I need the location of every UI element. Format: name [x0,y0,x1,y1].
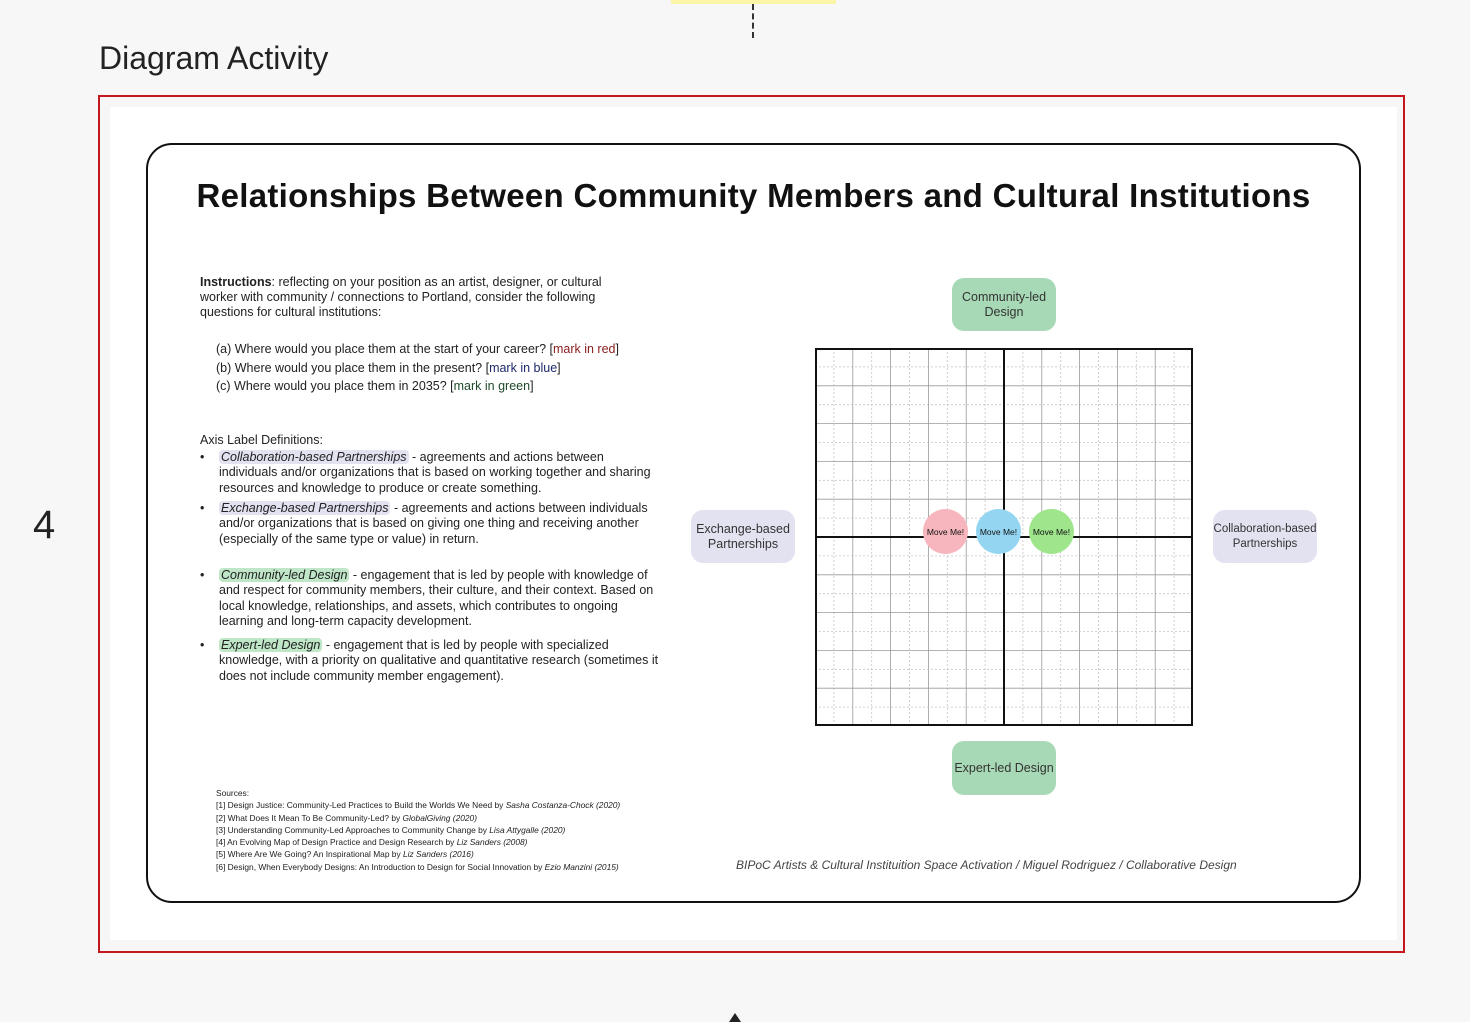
marker-blue[interactable]: Move Me! [976,509,1021,554]
instructions-label: Instructions [200,275,272,289]
source-item: [5] Where Are We Going? An Inspirational Map by Liz Sanders (2016) [216,849,474,860]
frame-title[interactable]: Diagram Activity [99,40,329,76]
marker-red[interactable]: Move Me! [923,509,968,554]
question-c: (c) Where would you place them in 2035? [mark in green] [216,379,534,393]
question-a: (a) Where would you place them at the start of your career? [mark in red] [216,342,619,356]
marker-green[interactable]: Move Me! [1029,509,1074,554]
axis-label-right[interactable]: Collaboration-based Partnerships [1213,510,1317,563]
term-community-led: Community-led Design [221,568,348,582]
source-item: [1] Design Justice: Community-Led Practices to Build the Worlds We Need by Sasha Costanza-Chock (2020) [216,800,621,811]
source-item: [4] An Evolving Map of Design Practice and Design Research by Liz Sanders (2008) [216,837,528,848]
card-title: Relationships Between Community Members and Cultural Institutions [196,177,1311,214]
definition-item: • Exchange-based Partnerships - agreements and actions between individuals and/or organizations that is based on giving one thing and receiving another (especially of the same type or value) in return. [200,501,659,547]
connector-line[interactable] [752,4,754,38]
frame-number: 4 [33,503,56,547]
source-item: [2] What Does It Mean To Be Community-Led? by GlobalGiving (2020) [216,812,477,823]
mark-red-label: mark in red [552,342,616,356]
definition-item: • Community-led Design - engagement that is led by people with knowledge of and respect for community members, their culture, and their context. Based on local knowledge, relationships, and assets, which contributes to ongoing learning and long-term capacity development. [200,568,659,629]
footer-credit: BIPoC Artists & Cultural Instituition Space Activation / Miguel Rodriguez / Collaborative Design [736,858,1237,872]
source-item: [3] Understanding Community-Led Approaches to Community Change by Lisa Attygalle (2020) [216,824,566,835]
activity-card[interactable] [146,143,1361,903]
mark-blue-label: mark in blue [489,360,558,375]
instructions-text: : reflecting on your position as an artist, designer, or cultural worker with community / connections to Portland, consider the following questions for cultural institutions: [200,275,602,319]
term-collaboration: Collaboration-based Partnerships [221,450,407,464]
axis-label-left[interactable]: Exchange-based Partnerships [691,510,795,563]
mark-green-label: mark in green [453,379,531,393]
axis-label-bottom[interactable]: Expert-led Design [952,741,1056,795]
definition-item: • Collaboration-based Partnerships - agreements and actions between individuals and/or organizations that is based on working together and sharing resources and knowledge to produce or create something. [200,450,659,496]
source-item: [6] Design, When Everybody Designs: An Introduction to Design for Social Innovation by Ezio Manzini (2015) [216,861,619,872]
axis-label-top[interactable]: Community-led Design [952,278,1056,331]
definition-item: • Expert-led Design - engagement that is led by people with specialized knowledge, with a priority on qualitative and quantitative research (sometimes it does not include community member engagement). [200,638,659,684]
term-expert-led: Expert-led Design [221,638,321,652]
question-list [216,340,619,396]
connector-arrow-icon [729,1013,741,1022]
question-b: (b) Where would you place them in the present? [mark in blue] [216,360,561,375]
term-exchange: Exchange-based Partnerships [221,501,389,515]
definitions-heading: Axis Label Definitions: [200,433,323,447]
sources-heading: Sources: [216,788,250,798]
sources-list [216,787,620,873]
instructions [200,275,640,320]
